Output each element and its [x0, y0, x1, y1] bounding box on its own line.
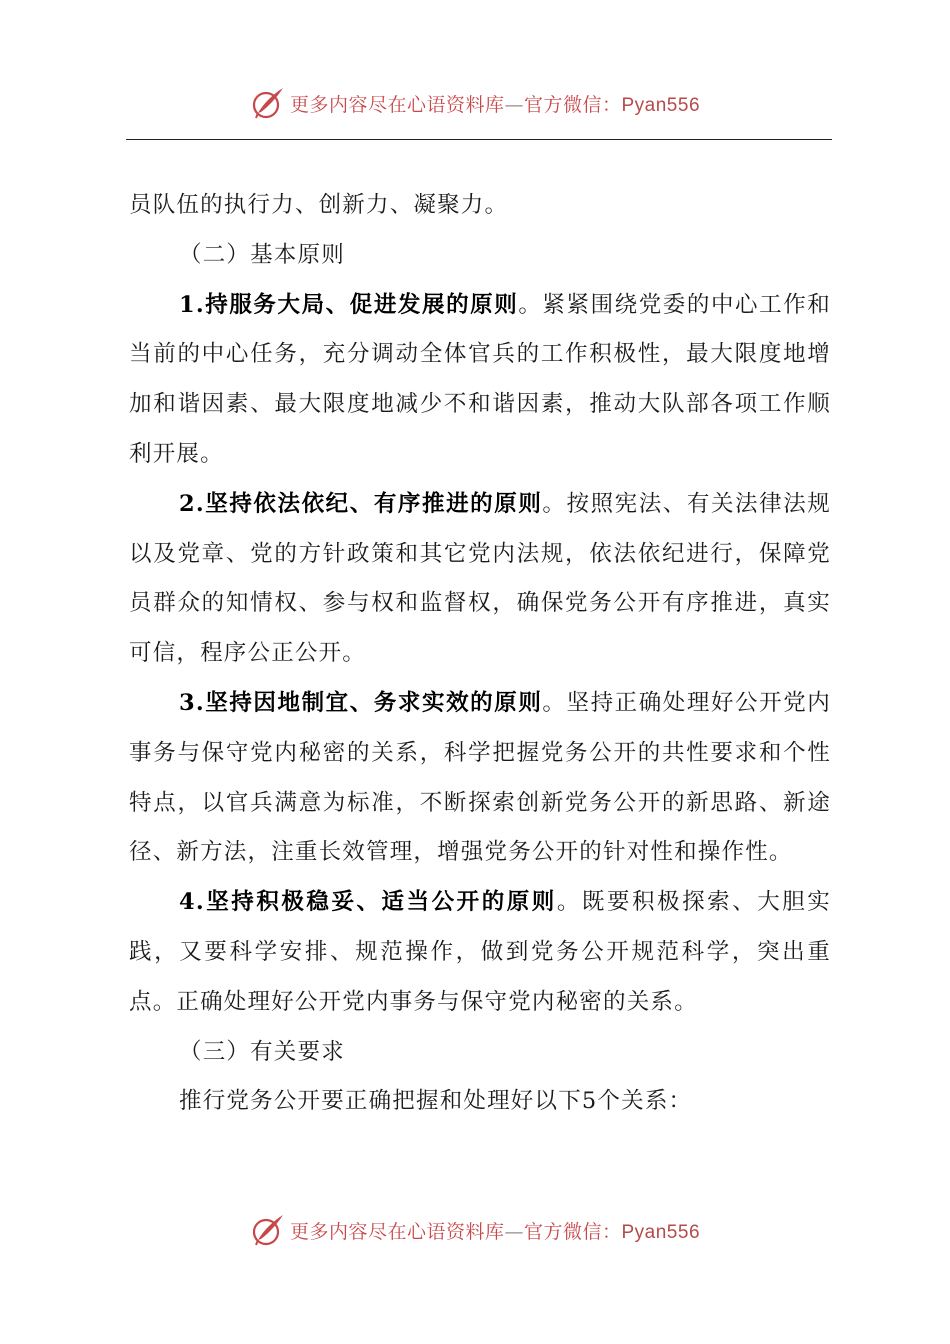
watermark-account: Pyan556 — [621, 1221, 701, 1243]
principle-title: 1.持服务大局、促进发展的原则 — [179, 291, 519, 318]
document-body — [129, 181, 831, 1127]
watermark-text — [290, 90, 700, 117]
paragraph-text: 员队伍的执行力、创新力、凝聚力。 — [129, 192, 509, 218]
principle-text: 。按照宪法、有关法律法规以及党章、党的方针政策和其它党内法规，依法依纪进行，保障党员群众的知情权、参与权和监督权，确保党务公开有序推进，真实可信，程序公正公开。 — [129, 490, 831, 667]
paragraph-relations — [129, 1077, 831, 1127]
paragraph-text: 推行党务公开要正确把握和处理好以下5个关系： — [179, 1088, 693, 1115]
principle-4 — [129, 878, 831, 1027]
watermark-label: 官方微信： — [523, 1220, 622, 1243]
watermark-text — [290, 1217, 700, 1244]
watermark-separator: — — [504, 1220, 524, 1243]
principle-title: 3.坚持因地制宜、务求实效的原则 — [179, 689, 543, 716]
header-watermark — [0, 83, 950, 123]
section-heading-requirements — [129, 1028, 831, 1078]
principle-2 — [129, 480, 831, 679]
watermark-account: Pyan556 — [621, 94, 701, 116]
footer-watermark — [0, 1210, 950, 1250]
heading-text: （二）基本原则 — [179, 241, 345, 268]
section-heading-principles — [129, 231, 831, 281]
quill-logo-icon — [250, 1212, 286, 1248]
principle-text: 。坚持正确处理好公开党内事务与保守党内秘密的关系，科学把握党务公开的共性要求和个性特点，以官兵满意为标准，不断探索创新党务公开的新思路、新途径、新方法，注重长效管理，增强党务公开的针对性和操作性。 — [129, 689, 831, 866]
header-divider — [126, 139, 832, 140]
heading-text: （三）有关要求 — [179, 1038, 345, 1065]
principle-title: 4.坚持积极稳妥、适当公开的原则 — [179, 889, 557, 916]
quill-logo-icon — [250, 85, 286, 121]
paragraph-continuation — [129, 181, 831, 231]
principle-3 — [129, 679, 831, 878]
watermark-separator: — — [504, 93, 524, 116]
watermark-brand: 更多内容尽在心语资料库 — [289, 93, 505, 116]
watermark-label: 官方微信： — [523, 93, 622, 116]
watermark-brand: 更多内容尽在心语资料库 — [289, 1220, 505, 1243]
principle-1 — [129, 281, 831, 480]
principle-text: 。既要积极探索、大胆实践，又要科学安排、规范操作，做到党务公开规范科学，突出重点。正确处理好公开党内事务与保守党内秘密的关系。 — [129, 889, 831, 1015]
principle-text: 。紧紧围绕党委的中心工作和当前的中心任务，充分调动全体官兵的工作积极性，最大限度地增加和谐因素、最大限度地减少不和谐因素，推动大队部各项工作顺利开展。 — [129, 291, 831, 467]
principle-title: 2.坚持依法依纪、有序推进的原则 — [179, 490, 543, 517]
